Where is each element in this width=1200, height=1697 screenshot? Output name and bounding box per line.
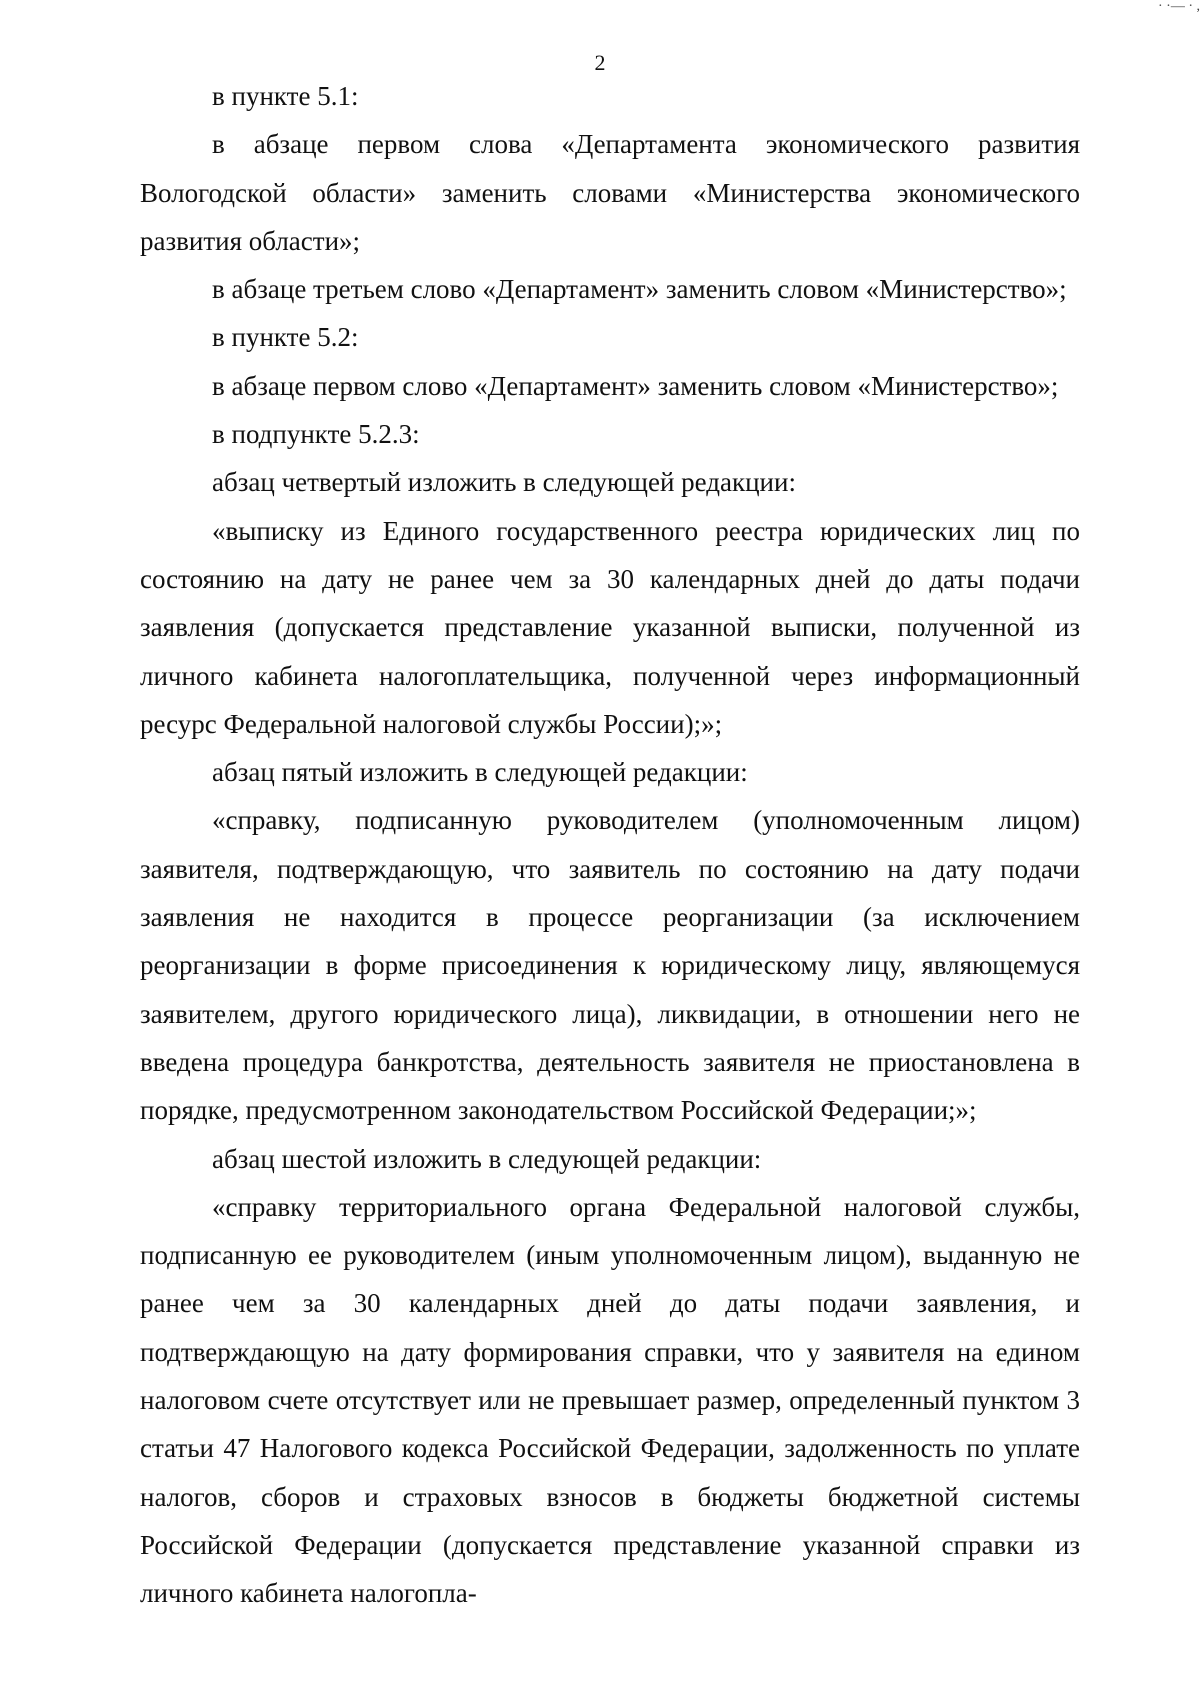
paragraph-clause-5-2: в пункте 5.2: (212, 322, 359, 353)
paragraph-clause-5-1: в пункте 5.1: (212, 81, 359, 111)
paragraph-applicant-certificate: «справку, подписанную руководителем (уполномоченным лицом) заявителя, подтверждающую, что заявитель по состоянию на дату подачи заявления не находится в процессе реорганизации (за исключением реорганизации в форме присоединения к юридическому лицу, являющемуся заявителем, другого юридического лица), ликвидации, в отношении него не введена процедура банкротства, деятельность заявителя не приостановлена в порядке, предусмотренном законодательством Российской Федерации;»; (140, 805, 1080, 1126)
page-number: 2 (594, 50, 606, 75)
paragraph-tax-certificate: «справку территориального органа Федеральной налоговой службы, подписанную ее руководителем (иным уполномоченным лицом), выданную не ранее чем за 30 календарных дней до даты подачи заявления, и подтверждающую на дату формирования справки, что у заявителя на едином налоговом счете отсутствует или не превышает размер, определенный пунктом 3 статьи 47 Налогового кодекса Российской Федерации, задолженность по уплате налогов, сборов и страховых взносов в бюджеты бюджетной системы Российской Федерации (допускается представление указанной справки из личного кабинета налогопла- (140, 1191, 1080, 1609)
paragraph-first-abzats-replacement: в абзаце первом слова «Департамента экономического развития Вологодской области» заменить словами «Министерства экономического развития области»; (140, 129, 1080, 256)
corner-mark: · ·— · , (1158, 0, 1200, 14)
paragraph-third-abzats-replacement: в абзаце третьем слово «Департамент» заменить словом «Министерство»; (212, 274, 1067, 305)
paragraph-sixth-abzats-heading: абзац шестой изложить в следующей редакции: (212, 1143, 762, 1174)
paragraph-subclause-5-2-3: в подпункте 5.2.3: (212, 419, 420, 450)
document-body (140, 72, 1080, 1618)
paragraph-fourth-abzats-heading: абзац четвертый изложить в следующей редакции: (212, 467, 796, 498)
paragraph-fifth-abzats-heading: абзац пятый изложить в следующей редакции: (212, 757, 748, 788)
paragraph-first-abzats-word-replacement: в абзаце первом слово «Департамент» заменить словом «Министерство»; (212, 370, 1059, 401)
paragraph-egrul-extract: «выписку из Единого государственного реестра юридических лиц по состоянию на дату не ранее чем за 30 календарных дней до даты подачи заявления (допускается представление указанной выписки, полученной из личного кабинета налогоплательщика, полученной через информационный ресурс Федеральной налоговой службы России);»; (140, 515, 1080, 739)
